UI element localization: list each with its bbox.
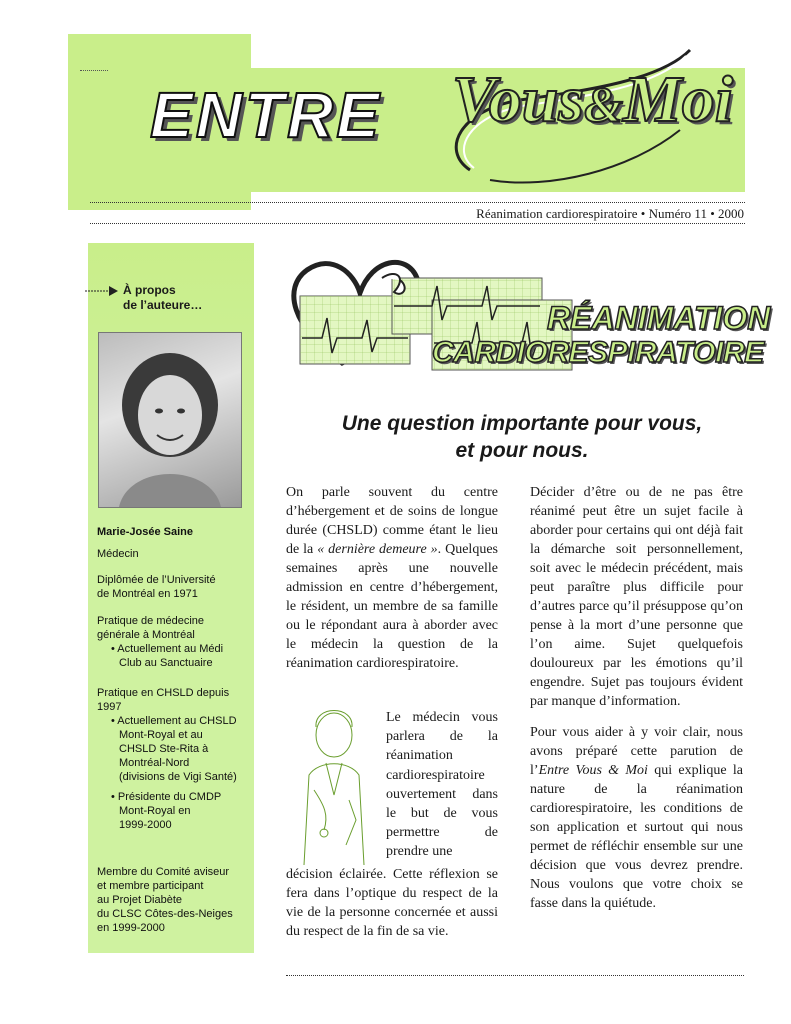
masthead-vous: Vous (452, 63, 585, 136)
author-role: Médecin (97, 548, 139, 560)
portrait-icon (99, 333, 241, 507)
masthead-dotted-line (80, 70, 108, 71)
doctor-illustration-icon (284, 705, 382, 865)
bottom-rule (286, 975, 744, 976)
masthead-vous-moi (452, 62, 733, 138)
paragraph-2b: décision éclairée. Cette réflexion se fera dans l’optique du respect de la vie de la personne concernée et aussi du respect de la fin de sa vie. (286, 867, 498, 939)
paragraph-1: On parle souvent du centre d’hébergement et de soins de longue durée (CHSLD) comme étant le lieu de la « dernière demeure ». Quelques semaines après une nouvelle admission en centre d’hébergement, le résident, un membre de sa famille ou le répondant aura à aborder avec le médecin la question de la réanimation cardiorespiratoire. (286, 485, 498, 671)
top-rule (90, 202, 745, 203)
article-heading: Une question importante pour vous, et pour nous. (341, 412, 703, 462)
author-photo (98, 332, 242, 508)
author-practice: Pratique de médecine générale à Montréal • Actuellement au Médi Club au Sanctuaire (97, 615, 224, 669)
issue-line: Réanimation cardiorespiratoire • Numéro 11 • 2000 (476, 206, 744, 221)
banner-title-line2: CARDIORESPIRATOIRE (432, 336, 764, 369)
paragraph-3: Décider d’être ou de ne pas être réanimé peut être un sujet facile à aborder pour certains qui ont déjà fait la démarche soit personnellement, soit avec le médecin précédent, mais peut paraître plus difficile pour d’autres parce qu’il présuppose qu’on pense à la mort d’une personne que l’on aime. Sujet quelquefois douloureux par les émotions qu’il engendre. Sujet pas toujours évident par manque d’information. (530, 485, 743, 709)
article-column-1 (286, 483, 498, 685)
arrow-right-icon (85, 285, 119, 297)
paragraph-4: Pour vous aider à y voir clair, nous avons préparé cette parution de l’Entre Vous & Moi qui explique la nature de la réanimation cardiorespiratoire, les conditions de son application et surtout qui nous permet de réfléchir ensemble sur une décision que vous devrez prendre. Nous voulons que votre choix se fasse dans la quiétude. (530, 725, 743, 911)
author-name: Marie-Josée Saine (97, 526, 193, 538)
author-diploma: Diplômée de l’Université de Montréal en 1971 (97, 574, 216, 600)
issue-rule (90, 223, 745, 224)
masthead-entre: ENTRE (150, 79, 382, 151)
author-chsld: Pratique en CHSLD depuis 1997 • Actuellement au CHSLD Mont-Royal et au CHSLD Ste-Rita à Montréal-Nord (divisions de Vigi Santé) • Présidente du CMDP Mont-Royal en 1999-2000 (97, 687, 237, 831)
masthead-amp: & (584, 76, 624, 132)
paragraph-2a: Le médecin vous parlera de la réanimation cardiorespiratoire ouvertement dans le but de vous permettre de prendre une (386, 710, 498, 860)
apropos-heading: À propos de l’auteure… (123, 283, 203, 312)
article-column-2 (530, 483, 743, 925)
masthead-moi: Moi (623, 63, 734, 136)
banner-title-line1: RÉANIMATION (547, 300, 771, 336)
author-membership: Membre du Comité aviseur et membre participant au Projet Diabète du CLSC Côtes-des-Neiges en 1999-2000 (97, 866, 233, 934)
